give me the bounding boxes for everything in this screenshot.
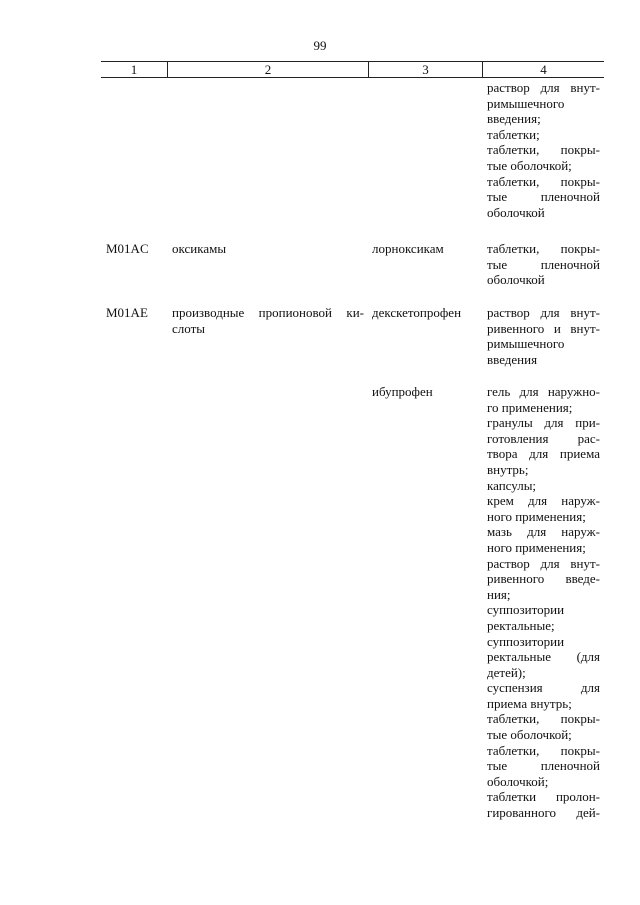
- dosage-form-line: приема внутрь;: [487, 695, 572, 711]
- dosage-form-line: оболочкой: [487, 204, 545, 220]
- dosage-form-line: таблетки, покры-: [487, 742, 600, 758]
- page-number: 99: [313, 38, 327, 53]
- dosage-form-line: римышечного: [487, 336, 565, 352]
- dosage-form-line: оболочкой: [487, 272, 545, 288]
- dosage-form-line: тые пленочной: [487, 758, 600, 774]
- dosage-form-line: ректальные;: [487, 617, 555, 633]
- dosage-form-line: суппозитории: [487, 633, 565, 649]
- column-header-2: 2: [264, 62, 272, 77]
- dosage-form-line: суспензия для: [487, 680, 600, 696]
- dosage-form-line: суппозитории: [487, 602, 565, 618]
- dosage-form-line: таблетки, покры-: [487, 241, 600, 256]
- dosage-form-line: гель для наружно-: [487, 384, 600, 399]
- dosage-form-line: внутрь;: [487, 461, 529, 477]
- drug-name: декскетопрофен: [372, 305, 462, 320]
- dosage-form-line: тые пленочной: [487, 256, 600, 272]
- dosage-form-line: тые оболочкой;: [487, 157, 572, 173]
- dosage-form-line: раствор для внут-: [487, 305, 600, 320]
- dosage-forms-list: [487, 305, 600, 367]
- dosage-forms-list: [487, 80, 600, 220]
- dosage-form-line: детей);: [487, 664, 526, 680]
- dosage-form-line: введения;: [487, 111, 541, 127]
- dosage-form-line: раствор для внут-: [487, 555, 600, 571]
- dosage-form-line: мазь для наруж-: [487, 524, 600, 540]
- dosage-form-line: тые оболочкой;: [487, 727, 572, 743]
- dosage-form-line: ректальные (для: [487, 649, 600, 665]
- column-header-4: 4: [540, 62, 547, 77]
- column-header-3: 3: [422, 62, 429, 77]
- dosage-form-line: гированного дей-: [487, 805, 600, 821]
- dosage-form-line: ного применения;: [487, 539, 586, 555]
- dosage-form-line: ного применения;: [487, 508, 586, 524]
- dosage-form-line: готовления рас-: [487, 430, 600, 446]
- atc-code: M01AC: [106, 241, 149, 256]
- dosage-form-line: оболочкой;: [487, 773, 549, 789]
- dosage-form-line: римышечного: [487, 95, 565, 111]
- dosage-form-line: капсулы;: [487, 477, 537, 493]
- pharmacological-group: [172, 241, 364, 257]
- group-line: слоты: [172, 321, 206, 336]
- group-line: производные пропионовой ки-: [172, 305, 364, 320]
- group-line: оксикамы: [172, 241, 227, 256]
- dosage-form-line: твора для приема: [487, 446, 600, 462]
- column-header-1: 1: [130, 62, 138, 77]
- dosage-form-line: го применения;: [487, 399, 573, 415]
- dosage-form-line: ривенного введе-: [487, 571, 600, 587]
- dosage-form-line: тые пленочной: [487, 189, 600, 205]
- dosage-forms-list: [487, 241, 600, 288]
- dosage-form-line: таблетки, покры-: [487, 142, 600, 158]
- dosage-form-line: таблетки пролон-: [487, 789, 600, 805]
- drug-name: лорноксикам: [372, 241, 444, 256]
- dosage-form-line: ния;: [487, 586, 511, 602]
- pharmacological-group: [172, 305, 364, 337]
- dosage-form-line: введения: [487, 351, 538, 367]
- dosage-form-line: ривенного и внут-: [487, 320, 600, 336]
- dosage-form-line: раствор для внут-: [487, 80, 600, 95]
- dosage-form-line: таблетки, покры-: [487, 711, 600, 727]
- drug-name: ибупрофен: [372, 384, 433, 399]
- table-header: [101, 61, 604, 78]
- dosage-form-line: крем для наруж-: [487, 493, 600, 509]
- dosage-form-line: гранулы для при-: [487, 415, 600, 431]
- dosage-forms-list: [487, 384, 600, 821]
- atc-code: M01AE: [106, 305, 148, 320]
- dosage-form-line: таблетки;: [487, 126, 540, 142]
- dosage-form-line: таблетки, покры-: [487, 173, 600, 189]
